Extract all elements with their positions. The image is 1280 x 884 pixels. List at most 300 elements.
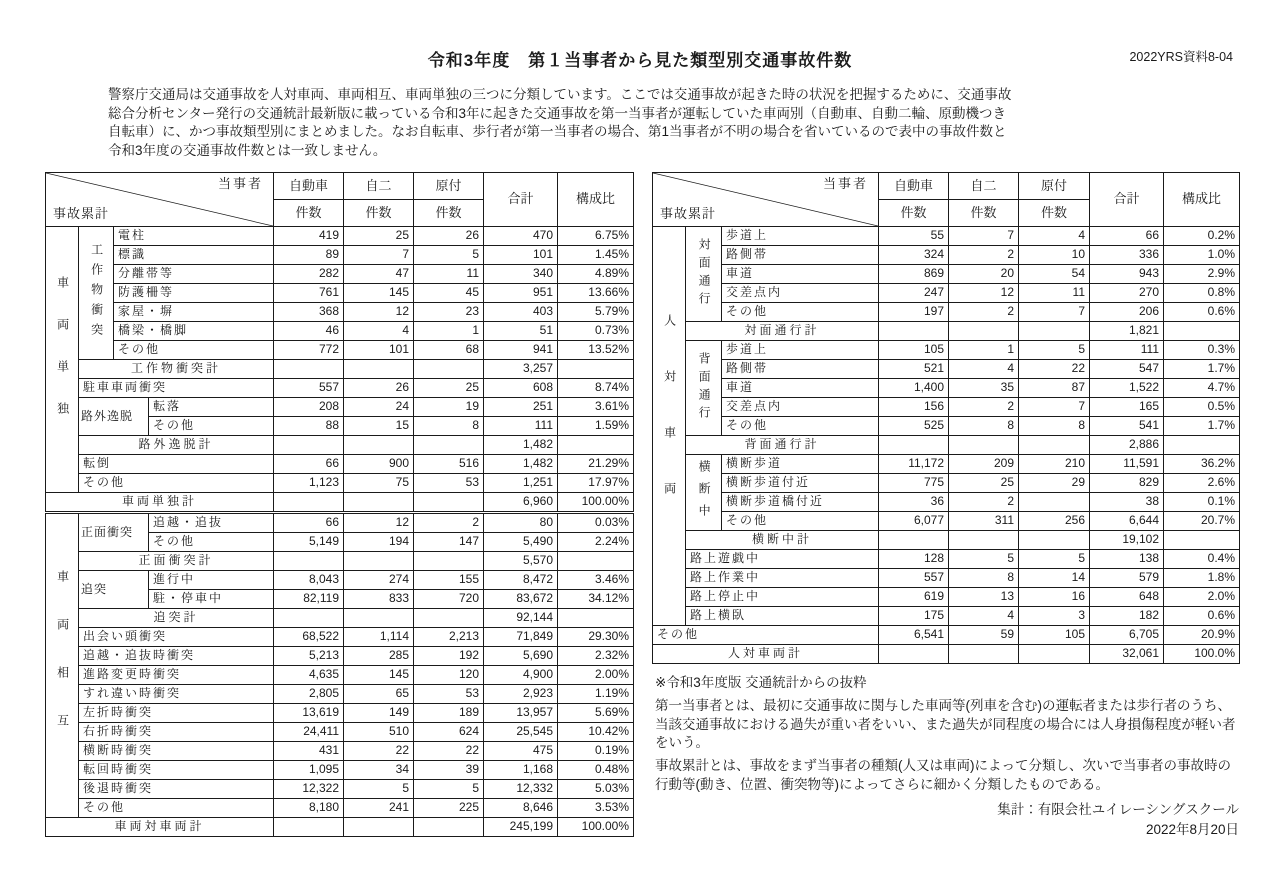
value-cell: 324: [879, 246, 949, 265]
value-cell: 340: [484, 265, 558, 284]
value-cell: 66: [1090, 227, 1164, 246]
value-cell: [1019, 645, 1090, 664]
value-cell: 2: [949, 303, 1019, 322]
value-cell: 149: [344, 704, 414, 723]
value-cell: 2.24%: [558, 533, 634, 552]
table-row: [46, 780, 634, 799]
value-cell: 39: [414, 761, 484, 780]
table-row: [46, 398, 634, 417]
table-row: [46, 666, 634, 685]
value-cell: 4: [1019, 227, 1090, 246]
col-header-ratio: 構成比: [1164, 173, 1240, 227]
table-row: [653, 360, 1240, 379]
table-row: [46, 761, 634, 780]
value-cell: [1019, 493, 1090, 512]
table-row: [46, 609, 634, 628]
table-row: [46, 265, 634, 284]
value-cell: 3,257: [484, 360, 558, 379]
table-row: [46, 360, 634, 379]
value-cell: 943: [1090, 265, 1164, 284]
row-label: 横断時衝突: [79, 742, 274, 761]
value-cell: 470: [484, 227, 558, 246]
value-cell: 6,960: [484, 493, 558, 512]
value-cell: 92,144: [484, 609, 558, 628]
value-cell: 156: [879, 398, 949, 417]
value-cell: 5.69%: [558, 704, 634, 723]
value-cell: 869: [879, 265, 949, 284]
table-row: [46, 284, 634, 303]
value-cell: [344, 493, 414, 512]
value-cell: 285: [344, 647, 414, 666]
row-label: 追越・追抜: [149, 514, 274, 533]
value-cell: 833: [344, 590, 414, 609]
value-cell: 368: [274, 303, 344, 322]
row-label: すれ違い時衝突: [79, 685, 274, 704]
value-cell: 4.7%: [1164, 379, 1240, 398]
value-cell: [1164, 531, 1240, 550]
value-cell: 147: [414, 533, 484, 552]
value-cell: 772: [274, 341, 344, 360]
table-row: [653, 626, 1240, 645]
value-cell: 100.0%: [1164, 645, 1240, 664]
table-row: [46, 647, 634, 666]
value-cell: 0.4%: [1164, 550, 1240, 569]
value-cell: 8,646: [484, 799, 558, 818]
row-label: その他: [722, 303, 879, 322]
row-label: その他: [722, 417, 879, 436]
value-cell: 189: [414, 704, 484, 723]
value-cell: 0.3%: [1164, 341, 1240, 360]
value-cell: 1.19%: [558, 685, 634, 704]
table-row: [653, 322, 1240, 341]
table-row: [653, 531, 1240, 550]
value-cell: [344, 818, 414, 837]
value-cell: [879, 436, 949, 455]
value-cell: 6,541: [879, 626, 949, 645]
value-cell: 0.8%: [1164, 284, 1240, 303]
value-cell: 403: [484, 303, 558, 322]
value-cell: 22: [414, 742, 484, 761]
value-cell: 720: [414, 590, 484, 609]
value-cell: 75: [344, 474, 414, 493]
value-cell: 7: [344, 246, 414, 265]
value-cell: 25: [414, 379, 484, 398]
value-cell: 951: [484, 284, 558, 303]
value-cell: 101: [344, 341, 414, 360]
value-cell: [414, 360, 484, 379]
value-cell: 1: [949, 341, 1019, 360]
value-cell: 3.61%: [558, 398, 634, 417]
value-cell: 83,672: [484, 590, 558, 609]
value-cell: [949, 531, 1019, 550]
table-row: [653, 303, 1240, 322]
value-cell: [274, 552, 344, 571]
category-group-label: 車両相互: [46, 514, 79, 818]
value-cell: 0.2%: [1164, 227, 1240, 246]
total-row-label: 車両対車両計: [46, 818, 274, 837]
col-subheader-count: 件数: [879, 200, 949, 227]
value-cell: [274, 818, 344, 837]
value-cell: 32,061: [1090, 645, 1164, 664]
row-label: 進行中: [149, 571, 274, 590]
value-cell: 270: [1090, 284, 1164, 303]
value-cell: 510: [344, 723, 414, 742]
value-cell: [949, 322, 1019, 341]
table-row: [46, 628, 634, 647]
table-row: [653, 417, 1240, 436]
row-label: その他: [114, 341, 274, 360]
footnote-definition-accident-classification: 事故累計とは、事故をまず当事者の種類(人又は車両)によって分類し、次いで当事者の事故時の行動等(動き、位置、衝突物等)によってさらに細かく分類したものである。: [655, 758, 1231, 792]
footnote-definition-first-party: 第一当事者とは、最初に交通事故に関与した車両等(列車を含む)の運転者または歩行者のうち、当該交通事故における過失が重い者をいい、また過失が同程度の場合には人身損傷程度が軽い者をいう。: [655, 697, 1236, 751]
value-cell: 2,805: [274, 685, 344, 704]
table-row: [653, 550, 1240, 569]
value-cell: [344, 436, 414, 455]
table-row: [653, 227, 1240, 246]
value-cell: [558, 436, 634, 455]
value-cell: 1,522: [1090, 379, 1164, 398]
value-cell: 20.9%: [1164, 626, 1240, 645]
value-cell: 2.00%: [558, 666, 634, 685]
row-label: 左折時衝突: [79, 704, 274, 723]
value-cell: 26: [414, 227, 484, 246]
table-row: [46, 303, 634, 322]
value-cell: 311: [949, 512, 1019, 531]
value-cell: 0.48%: [558, 761, 634, 780]
value-cell: 4.89%: [558, 265, 634, 284]
total-row-label: 正面衝突計: [79, 552, 274, 571]
value-cell: 22: [344, 742, 414, 761]
value-cell: 8,180: [274, 799, 344, 818]
value-cell: 1,482: [484, 455, 558, 474]
value-cell: 5.79%: [558, 303, 634, 322]
value-cell: 12,322: [274, 780, 344, 799]
table-row: [46, 514, 634, 533]
table-row: [653, 436, 1240, 455]
row-label: 路上作業中: [686, 569, 879, 588]
row-label: 標識: [114, 246, 274, 265]
value-cell: [1019, 436, 1090, 455]
value-cell: 208: [274, 398, 344, 417]
value-cell: 475: [484, 742, 558, 761]
row-label: 右折時衝突: [79, 723, 274, 742]
value-cell: 761: [274, 284, 344, 303]
row-label: 追越・追抜時衝突: [79, 647, 274, 666]
total-row-label: 対面通行計: [686, 322, 879, 341]
value-cell: 5,570: [484, 552, 558, 571]
value-cell: 1,251: [484, 474, 558, 493]
value-cell: 1.59%: [558, 417, 634, 436]
row-label: 路上停止中: [686, 588, 879, 607]
value-cell: 1,123: [274, 474, 344, 493]
value-cell: 521: [879, 360, 949, 379]
value-cell: 13.66%: [558, 284, 634, 303]
value-cell: 10: [1019, 246, 1090, 265]
value-cell: 22: [1019, 360, 1090, 379]
row-label: その他: [149, 533, 274, 552]
category-group-label: 横断中: [686, 455, 722, 531]
value-cell: 51: [484, 322, 558, 341]
col-subheader-count: 件数: [949, 200, 1019, 227]
value-cell: [344, 609, 414, 628]
value-cell: 5: [414, 246, 484, 265]
value-cell: 829: [1090, 474, 1164, 493]
credit-block: [997, 800, 1239, 840]
value-cell: 225: [414, 799, 484, 818]
value-cell: 6,077: [879, 512, 949, 531]
value-cell: [274, 493, 344, 512]
row-label: 歩道上: [722, 341, 879, 360]
value-cell: 36: [879, 493, 949, 512]
value-cell: [344, 552, 414, 571]
value-cell: 256: [1019, 512, 1090, 531]
col-header-car: 自動車: [274, 173, 344, 200]
value-cell: 100.00%: [558, 493, 634, 512]
col-header-total: 合計: [484, 173, 558, 227]
category-group-label: 対面通行: [686, 227, 722, 322]
table-row: [46, 246, 634, 265]
value-cell: 13,619: [274, 704, 344, 723]
table-row: [653, 607, 1240, 626]
value-cell: 624: [414, 723, 484, 742]
value-cell: 46: [274, 322, 344, 341]
value-cell: 47: [344, 265, 414, 284]
col-header-motorcycle: 自二: [949, 173, 1019, 200]
value-cell: 206: [1090, 303, 1164, 322]
total-row-label: 横断中計: [686, 531, 879, 550]
intro-line: 自転車）に、かつ事故類型別にまとめました。なお自転車、歩行者が第一当事者の場合、第1当事者が不明の場合を省いているので表中の事故件数と: [108, 124, 1007, 140]
row-label: 転落: [149, 398, 274, 417]
value-cell: [1019, 531, 1090, 550]
value-cell: 2: [949, 246, 1019, 265]
table-row: [46, 379, 634, 398]
row-label: 横断歩道: [722, 455, 879, 474]
value-cell: 34.12%: [558, 590, 634, 609]
value-cell: 4,900: [484, 666, 558, 685]
row-label: 路上遊戯中: [686, 550, 879, 569]
value-cell: 14: [1019, 569, 1090, 588]
document-reference: 2022YRS資料8-04: [1129, 50, 1233, 64]
row-label: 防護柵等: [114, 284, 274, 303]
value-cell: 25,545: [484, 723, 558, 742]
value-cell: 5,490: [484, 533, 558, 552]
row-label: 転回時衝突: [79, 761, 274, 780]
value-cell: 579: [1090, 569, 1164, 588]
col-header-total: 合計: [1090, 173, 1164, 227]
value-cell: [344, 360, 414, 379]
row-label: 進路変更時衝突: [79, 666, 274, 685]
table-row: [653, 645, 1240, 664]
value-cell: 21.29%: [558, 455, 634, 474]
value-cell: 2: [949, 493, 1019, 512]
value-cell: 111: [484, 417, 558, 436]
value-cell: 0.1%: [1164, 493, 1240, 512]
total-row-label: 工作物衝突計: [79, 360, 274, 379]
table-row: [653, 246, 1240, 265]
value-cell: 19: [414, 398, 484, 417]
corner-accident-label: 事故累計: [660, 205, 717, 221]
col-header-motorcycle: 自二: [344, 173, 414, 200]
table-row: [653, 398, 1240, 417]
value-cell: 194: [344, 533, 414, 552]
value-cell: 12: [949, 284, 1019, 303]
row-label: 路上横臥: [686, 607, 879, 626]
value-cell: 2: [949, 398, 1019, 417]
value-cell: 20.7%: [1164, 512, 1240, 531]
value-cell: 5.03%: [558, 780, 634, 799]
value-cell: [1164, 322, 1240, 341]
value-cell: 11,172: [879, 455, 949, 474]
category-group-label: 工作物衝突: [79, 227, 114, 360]
value-cell: 1,095: [274, 761, 344, 780]
value-cell: 6.75%: [558, 227, 634, 246]
value-cell: 4: [949, 607, 1019, 626]
footnote-source: ※令和3年度版 交通統計からの抜粋: [655, 675, 867, 690]
value-cell: 210: [1019, 455, 1090, 474]
value-cell: 1,482: [484, 436, 558, 455]
value-cell: 138: [1090, 550, 1164, 569]
row-label: 路外逸脱: [79, 398, 149, 436]
value-cell: 34: [344, 761, 414, 780]
row-label: その他: [79, 474, 274, 493]
table-row: [46, 742, 634, 761]
intro-line: 警察庁交通局は交通事故を人対車両、車両相互、車両単独の三つに分類しています。ここでは交通事故が起きた時の状況を把握するために、交通事故: [108, 87, 1012, 102]
value-cell: 8,043: [274, 571, 344, 590]
value-cell: 4,635: [274, 666, 344, 685]
value-cell: 1,821: [1090, 322, 1164, 341]
row-label: 横断歩道付近: [722, 474, 879, 493]
value-cell: 54: [1019, 265, 1090, 284]
value-cell: 59: [949, 626, 1019, 645]
value-cell: [414, 436, 484, 455]
value-cell: 182: [1090, 607, 1164, 626]
value-cell: 15: [344, 417, 414, 436]
value-cell: 155: [414, 571, 484, 590]
value-cell: 100.00%: [558, 818, 634, 837]
category-group-label: 人対車両: [653, 227, 686, 626]
value-cell: 145: [344, 284, 414, 303]
value-cell: 26: [344, 379, 414, 398]
value-cell: 2.0%: [1164, 588, 1240, 607]
value-cell: 557: [879, 569, 949, 588]
table-row: [46, 723, 634, 742]
value-cell: 5: [1019, 341, 1090, 360]
table-row: [653, 493, 1240, 512]
value-cell: 0.5%: [1164, 398, 1240, 417]
intro-paragraph: [108, 86, 1178, 160]
value-cell: 197: [879, 303, 949, 322]
value-cell: 247: [879, 284, 949, 303]
value-cell: 1,114: [344, 628, 414, 647]
row-label: 正面衝突: [79, 514, 149, 552]
value-cell: 68,522: [274, 628, 344, 647]
value-cell: 541: [1090, 417, 1164, 436]
value-cell: 0.6%: [1164, 607, 1240, 626]
value-cell: 10.42%: [558, 723, 634, 742]
col-header-car: 自動車: [879, 173, 949, 200]
value-cell: 431: [274, 742, 344, 761]
value-cell: 2,213: [414, 628, 484, 647]
value-cell: 557: [274, 379, 344, 398]
value-cell: [879, 322, 949, 341]
value-cell: 8: [414, 417, 484, 436]
page-title: 令和3年度 第１当事者から見た類型別交通事故件数: [427, 51, 853, 70]
credit-by: 集計：有限会社ユイレーシングスクール: [997, 802, 1239, 817]
category-group-label: 背面通行: [686, 341, 722, 436]
value-cell: 547: [1090, 360, 1164, 379]
value-cell: 35: [949, 379, 1019, 398]
value-cell: 4: [949, 360, 1019, 379]
table-row: [653, 512, 1240, 531]
row-label: 駐車車両衝突: [79, 379, 274, 398]
value-cell: 80: [484, 514, 558, 533]
value-cell: 282: [274, 265, 344, 284]
value-cell: [949, 645, 1019, 664]
row-label: 交差点内: [722, 398, 879, 417]
value-cell: 2.32%: [558, 647, 634, 666]
col-header-ratio: 構成比: [558, 173, 634, 227]
vehicle-mutual-section: [45, 513, 634, 837]
value-cell: 5,149: [274, 533, 344, 552]
value-cell: [274, 436, 344, 455]
col-header-moped: 原付: [1019, 173, 1090, 200]
value-cell: 38: [1090, 493, 1164, 512]
col-subheader-count: 件数: [274, 200, 344, 227]
row-label: その他: [79, 799, 274, 818]
total-row-label: 車両単独計: [46, 493, 274, 512]
value-cell: 1: [414, 322, 484, 341]
value-cell: [558, 609, 634, 628]
col-header-moped: 原付: [414, 173, 484, 200]
value-cell: 11: [1019, 284, 1090, 303]
value-cell: 65: [344, 685, 414, 704]
pedestrian-vehicle-table: [652, 172, 1240, 664]
value-cell: [414, 609, 484, 628]
row-label: 路側帯: [722, 360, 879, 379]
corner-accident-label: 事故累計: [53, 205, 110, 221]
value-cell: 13,957: [484, 704, 558, 723]
row-label: 電柱: [114, 227, 274, 246]
value-cell: [558, 360, 634, 379]
value-cell: 165: [1090, 398, 1164, 417]
value-cell: 1,400: [879, 379, 949, 398]
value-cell: 0.03%: [558, 514, 634, 533]
value-cell: [879, 645, 949, 664]
value-cell: 12,332: [484, 780, 558, 799]
value-cell: 36.2%: [1164, 455, 1240, 474]
pedestrian-vehicle-section: [652, 172, 1240, 664]
row-label: 路側帯: [722, 246, 879, 265]
value-cell: 68: [414, 341, 484, 360]
table-row: [46, 227, 634, 246]
value-cell: 941: [484, 341, 558, 360]
table-row: [46, 552, 634, 571]
value-cell: [414, 493, 484, 512]
value-cell: 145: [344, 666, 414, 685]
value-cell: 20: [949, 265, 1019, 284]
intro-line: 総合分析センター発行の交通統計最新版に載っている令和3年に起きた交通事故を第一当事者が運転していた車両別（自動車、自動二輪、原動機つき: [108, 105, 1006, 121]
table-row: [46, 341, 634, 360]
header-corner-cell: [653, 173, 879, 227]
value-cell: 111: [1090, 341, 1164, 360]
value-cell: 88: [274, 417, 344, 436]
value-cell: [1164, 436, 1240, 455]
col-subheader-count: 件数: [344, 200, 414, 227]
value-cell: [274, 609, 344, 628]
value-cell: 66: [274, 514, 344, 533]
value-cell: 12: [344, 514, 414, 533]
row-label: 出会い頭衝突: [79, 628, 274, 647]
value-cell: 1.8%: [1164, 569, 1240, 588]
